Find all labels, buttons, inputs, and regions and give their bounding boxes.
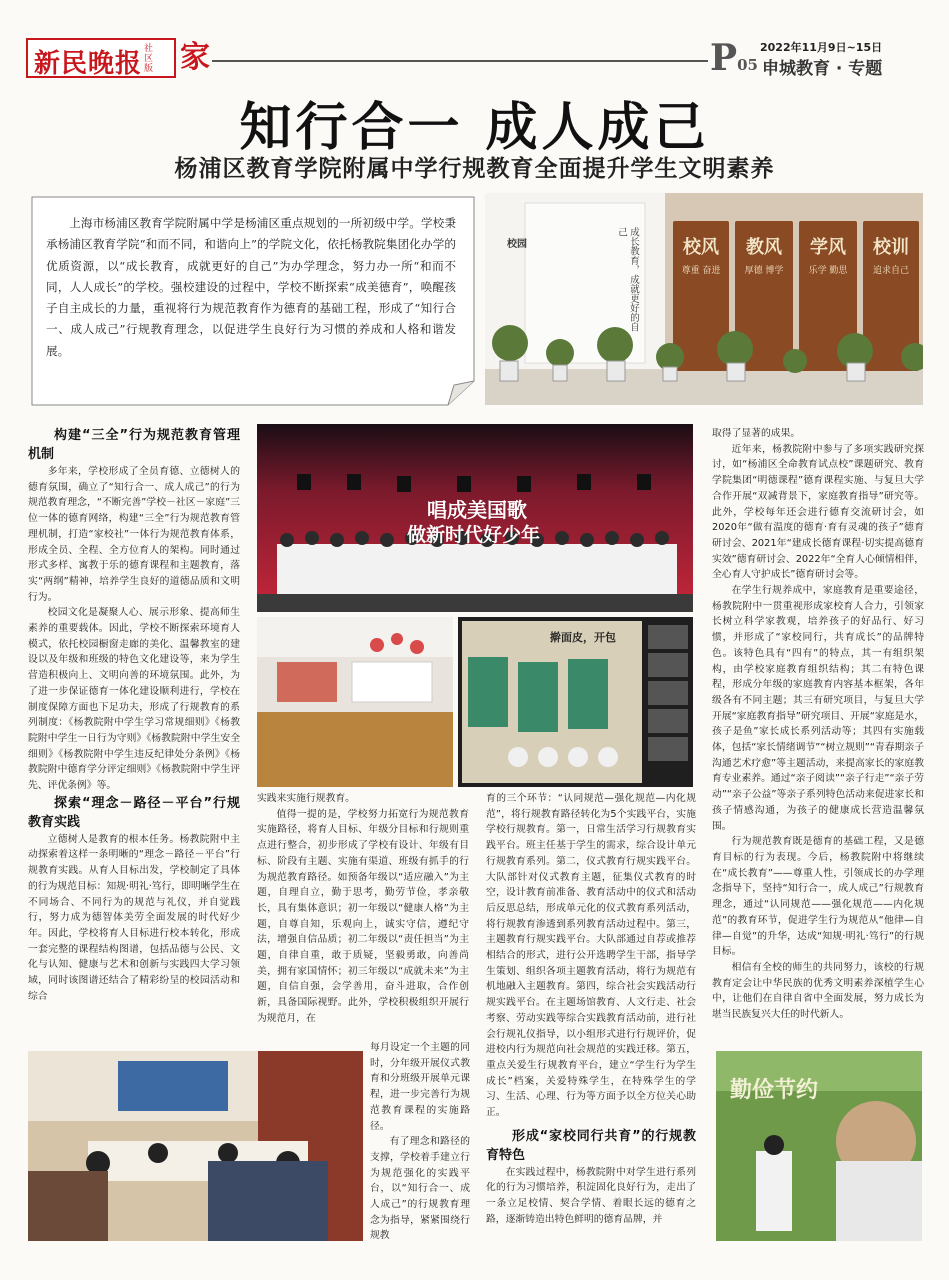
hall-board-motto-4: 追求自己	[872, 266, 909, 276]
stage-banner-top: 唱成美国歌	[427, 498, 527, 522]
c1-paragraph-1: 多年来，学校形成了全员育德、立德树人的德育氛围，确立了“知行合一、成人成己”的行为规范教育理念，“不断完善”学校－社区－家庭”三位一体的德育网络，构建“三全”行为规范教育管理机制，打造“家校社”一体行为规范教育体系，形成全员、全程、全方位育人的架构。同时通过形式多样、寓教于乐的德育课程和主题教育，落实“两纲”精神，培养学生良好的道德品质和文明行为。	[28, 466, 240, 603]
c4-paragraph-3: 在学生行规养成中，家庭教育是重要途径，杨教院附中一贯重视形成家校育人合力，引领家长树立科学家教观，培养孩子的好品行、好习惯，并形成了“家校同行，共育成长”的品牌特色。该特色具有“四有”的特点，其一有组织架构，由学校家庭教育组织结构；其二有特色课程，形成分年级的家庭教育内容基本框架，各年级各有不同主题；其三有研究项目，与复旦大学开展“家庭教育指导”研究项目、开展“家庭是水，孩子是鱼”家长成长系列活动等；其四有实施载体，包括“家长情绪调节”“树立规则”“青春期亲子沟通艺术疗愈”等主题活动，来提高家长的家庭教育专业素养。通过“亲子阅读”“亲子行走”“亲子劳动”“亲子公益”等亲子系列特色活动来促进家长和孩子情感沟通，为孩子的健康成长营造温馨氛围。	[712, 585, 924, 832]
hall-wall-text: 成长教育，成就更好的自己	[616, 227, 639, 332]
meeting-scene	[28, 1051, 363, 1241]
c2-paragraph-1: 实践来实施行规教育。	[257, 793, 355, 804]
column-4	[712, 426, 924, 1023]
c3-paragraph-2: 在实践过程中，杨教院附中对学生进行系列化的行为习惯培养，积淀固化良好行为，走出了一条立足校情、契合学情、着眼长远的德育之路，逐渐铸造出特色鲜明的德育品牌，并	[486, 1166, 696, 1225]
issue-date: 2022年11月9日~15日	[760, 41, 883, 54]
c1-paragraph-3: 立德树人是教育的根本任务。杨教院附中主动探索着这样一条明晰的“理念－路径－平台”行规教育实践。从育人目标出发，学校制定了具体的行为规范目标：知规·明礼·笃行，即明晰学生在不同场合、不同行为的规范与礼仪，并自觉践行，努力成为德智体美劳全面发展的时代好少年。因此，学校将育人目标进行校本转化，形成一套完整的课程结构图谱，包括品德与公民、文化与认知、健康与艺术和创新与实践四大学习领域，同时该图谱还结合了精彩纷呈的校园活动和综合	[28, 833, 240, 1002]
video-caption: 擀面皮，开包	[550, 631, 616, 644]
photo-school-hall	[485, 193, 923, 405]
hall-sign-school: 校园	[507, 239, 527, 250]
c2-paragraph-3: 每月设定一个主题的同时，分年级开展仪式教育和分班级开展单元课程，进一步完善行为规范教育课程的实施路径。	[370, 1042, 470, 1132]
heading-three-all: 构建“三全”行为规范教育管理机制	[28, 428, 240, 462]
hall-board-motto-3: 乐学 勤思	[808, 266, 848, 276]
column-2-bottom	[370, 1040, 470, 1244]
column-3	[486, 791, 696, 1228]
photo-thrift-presentation	[716, 1051, 922, 1241]
thrift-caption: 勤俭节约	[730, 1078, 819, 1103]
intro-box	[30, 195, 476, 407]
stage-banner-bottom: 做新时代好少年	[407, 524, 541, 546]
paper-name: 新民晚报	[34, 49, 143, 79]
hall-board-motto-1: 尊重 奋进	[681, 266, 721, 276]
photo-parent-meeting	[28, 1051, 363, 1241]
c4-paragraph-2: 近年来，杨教院附中参与了多项实践研究探讨，如“杨浦区全命教育试点校”课题研究、教育学院集团“明德课程”德育课程实施、与复旦大学合作开展“双减背景下，家庭教育指导”研究等。此外，学校每年还会进行德育交流研讨会，如2020年“做有温度的德育·育有灵魂的孩子”德育研讨会、2021年“建成长德育课程·切实提高德育实效”德育研讨会、2022年“全育人心倾情相伴，全心育人守护成长”德育研讨会等。	[712, 443, 924, 581]
heading-home-school: 形成“家校同行共育”的行规教育特色	[486, 1128, 696, 1163]
c1-paragraph-2: 校园文化是凝聚人心、展示形象、提高师生素养的重要载体。因此，学校不断探索环境育人模式，依托校园橱窗走廊的美化、温馨教室的建设以及年级和班级的特色文化建设等，来为学生营造积极向上、文明向善的环境氛围。此外，为了进一步保证德育一体化建设顺利进行，学校在制度保障方面也下足功夫，形成了行规教育的系列制度：《杨教院附中学生学习常规细则》《杨教院附中学生一日行为守则》《杨教院附中学生安全细则》《杨教院附中学生违反纪律处分条例》《杨教院附中德育学分评定细则》《杨教院附中学生评先、评优条例》等。	[28, 607, 240, 792]
c2-paragraph-4: 有了理念和路径的支撑，学校着手建立行为规范强化的实践平台，以“知行合一、成人成己”的行规教育理念为指导，紧紧围绕行规教	[370, 1136, 470, 1242]
hall-board-label-3: 学风	[810, 237, 846, 258]
section-name: 申城教育 · 专题	[762, 59, 883, 79]
page-title: 知行合一 成人成己	[239, 98, 710, 158]
intro-text: 上海市杨浦区教育学院附属中学是杨浦区重点规划的一所初级中学。学校秉承杨浦区教育学院“和而不同，和谐向上”的学院文化，依托杨教院集团化办学的优质资源，以“成长教育，成就更好的自己”为办学理念，努力办一所“和而不同，人人成长”的学校。强校建设的过程中，学校不断探索“成美德育”，唤醒孩子自主成长的力量，重视将行为规范教育作为德育的基础工程，形成了“知行合一、成人成己”行规教育理念，以促进学生良好行为习惯的养成和人格和谐发展。	[46, 216, 456, 358]
heading-explore-practice: 探索“理念－路径－平台”行规教育实践	[28, 795, 240, 830]
page-subtitle: 杨浦区教育学院附属中学行规教育全面提升学生文明素养	[174, 156, 775, 182]
hall-board-label-1: 校风	[683, 237, 719, 258]
c4-paragraph-5: 相信有全校的师生的共同努力，该校的行规教育定会让中华民族的优秀文明素养深植学生心中，让他们在自律自省中全面发展，努力成长为堪当民族复兴大任的时代新人。	[712, 961, 924, 1021]
column-1	[28, 426, 240, 1005]
newspaper-logo	[26, 38, 176, 78]
photo-classroom-decor	[257, 617, 453, 787]
hall-board-label-2: 教风	[746, 237, 782, 258]
photo-online-cooking	[458, 617, 693, 787]
classroom-scene	[257, 617, 453, 787]
edition-sub: 社区版	[144, 44, 154, 74]
home-char: 家	[180, 40, 210, 75]
c4-paragraph-1: 取得了显著的成果。	[712, 428, 801, 439]
page-number: P05	[710, 37, 758, 79]
header-rule	[212, 60, 708, 62]
c3-paragraph-1: 育的三个环节：“认同规范—强化规范—内化规范”，将行规教育路径转化为5个实践平台，实施学校行规教育。第一，日常生活学习行规教育实践平台。班主任基于学生的需求，综合设计单元行规教育系列。第二，仪式教育行规实践平台。大队部针对仪式教育主题，征集仪式教育的时空，设计教育前准备、教育活动中的仪式和活动后反思总结，形成单元化的仪式教育系列活动，将行规教育渗透到系列教育活动过程中。第三，主题教育行规实践平台。大队部通过自荐或推荐相结合的形式，进行公开选聘学生干部，指导学生策划、组织各项主题教育活动，将行为规范有机地融入主题教育。第四，综合社会实践活动行规实践平台。在主题场馆教育、人文行走、社会考察、劳动实践等综合实践教育活动前，进行社会行规礼仪指导，以小组形式进行行规评价，促进校内行为规范向社会规范的实践迁移。第五，重点关爱生行规教育平台，建立“学生行为学生成长”档案，关爱特殊学生，在特殊学生的学习、生活、心理、行为等方面予以全方位关心助正。	[486, 793, 696, 1119]
hall-board-label-4: 校训	[873, 237, 909, 258]
hall-board-motto-2: 厚德 博学	[744, 266, 784, 276]
hall-scene	[485, 193, 923, 405]
c2-paragraph-2: 值得一提的是，学校努力拓宽行为规范教育实施路径，将育人目标、年级分目标和行规则重点进行整合，初步形成了学校有设计、年级有目标、阶段有主题、实施有渠道、班级有抓手的行为规范教育路径。如预备年级以“适应融入”为主题，自理自立，勤于思考，勤劳节俭，孝亲敬长，具有集体意识；初一年级以“健康人格”为主题，自尊自知，乐观向上，诚实守信，遵纪守法，增强自信品质；初二年级以“责任担当”为主题，自律自重，敢于质疑，坚毅勇敢，向善尚美，拥有家国情怀；初三年级以“成就未来”为主题，自信自强，会学善用，奋斗进取，合作创新，具备国际视野。此外，学校积极组织开展行为规范月，在	[257, 808, 469, 1024]
c4-paragraph-4: 行为规范教育既是德育的基础工程，又是德育目标的行为表现。今后，杨教院附中将继续在“成长教育”——尊重人性，引领成长的办学理念指导下，坚持“知行合一，成人成己”行规教育理念，通过“认同规范——强化规范——内化规范”的教育环节，促进学生行为规范从“他律—自律—自觉”的升华，达成“知规·明礼·笃行”的行规目标。	[712, 836, 924, 958]
column-2-top	[257, 791, 469, 1027]
photo-stage-choir	[257, 424, 693, 612]
masthead	[26, 38, 212, 80]
